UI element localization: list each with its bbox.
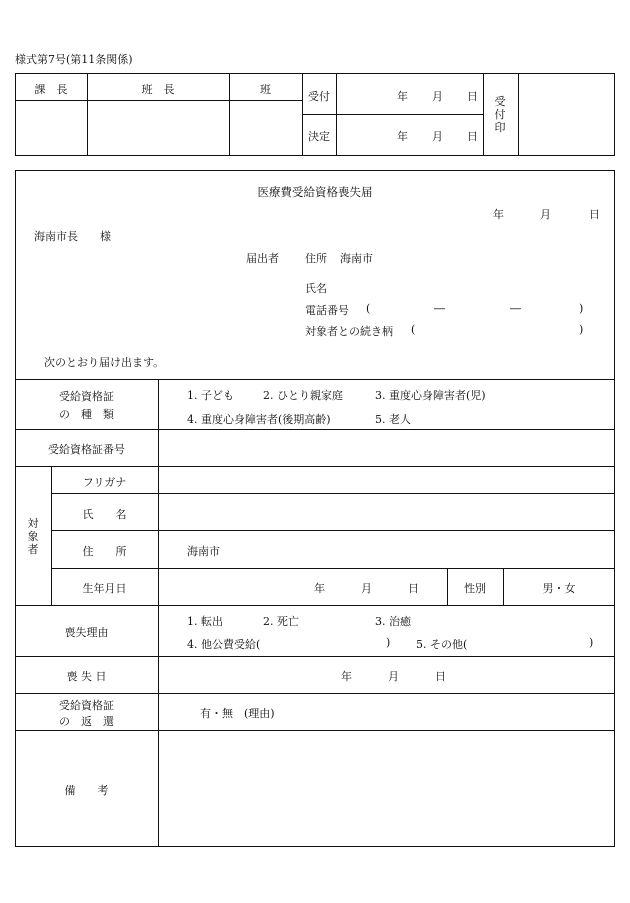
loss-opt-1: 1. 転出 (187, 615, 223, 628)
birth-year: 年 (314, 582, 325, 595)
phone-open-paren: ( (366, 302, 371, 315)
kettei-year: 年 (397, 130, 408, 143)
loss-opt-5-close: ) (589, 636, 594, 649)
subject-address-value: 海南市 (187, 545, 220, 558)
approval-mid-divider (302, 114, 483, 115)
row-divider-5 (51, 568, 615, 569)
applicant-phone-label: 電話番号 (305, 304, 349, 317)
loss-month: 月 (388, 670, 399, 683)
uketsuke-label: 受付 (308, 90, 330, 103)
notice-text: 次のとおり届け出ます。 (44, 356, 165, 369)
cert-opt-3: 3. 重度心身障害者(児) (375, 389, 486, 402)
applicant-address-label: 住所 (305, 252, 327, 265)
cert-opt-5: 5. 老人 (375, 413, 411, 426)
date-day: 日 (589, 208, 600, 221)
applicant-address-value: 海南市 (340, 252, 373, 265)
applicant-relation-label: 対象者との続き柄 (305, 325, 393, 338)
addressee: 海南市長 様 (34, 230, 111, 243)
sex-label: 性別 (464, 582, 486, 595)
row-divider-2 (15, 466, 615, 467)
han-label: 班 (260, 83, 271, 96)
furigana-label: フリガナ (82, 476, 127, 489)
date-month: 月 (540, 208, 551, 221)
applicant-name-label: 氏名 (305, 282, 327, 295)
return-label-1: 受給資格証 (59, 699, 114, 712)
date-year: 年 (493, 208, 504, 221)
phone-dash-1: ― (434, 302, 445, 315)
uketsuke-day: 日 (467, 90, 478, 103)
cert-opt-4: 4. 重度心身障害者(後期高齢) (187, 413, 331, 426)
relation-close-paren: ) (579, 323, 584, 336)
kettei-day: 日 (467, 130, 478, 143)
uketsuke-month: 月 (432, 90, 443, 103)
loss-reason-label: 喪失理由 (64, 626, 109, 639)
row-divider-8 (15, 693, 615, 694)
loss-opt-4-close: ) (386, 636, 391, 649)
kettei-label: 決定 (308, 130, 330, 143)
row-divider-7 (15, 656, 615, 657)
applicant-label: 届出者 (246, 252, 279, 265)
phone-dash-2: ― (510, 302, 521, 315)
form-title: 医療費受給資格喪失届 (257, 185, 373, 199)
form-number: 様式第7号(第11条関係) (15, 53, 133, 66)
row-divider-6 (15, 605, 615, 606)
label-col-divider (158, 379, 159, 847)
sex-value: 男・女 (542, 582, 576, 595)
row-divider-4 (51, 530, 615, 531)
row-divider-9 (15, 730, 615, 731)
cert-opt-1: 1. 子ども (187, 389, 234, 402)
approval-col-divider-4 (336, 73, 337, 156)
loss-year: 年 (341, 670, 352, 683)
uketsuke-year: 年 (397, 90, 408, 103)
cert-type-label-1: 受給資格証 (59, 390, 114, 403)
ka-cho-label: 課 長 (34, 83, 68, 96)
phone-close-paren: ) (579, 302, 584, 315)
cert-opt-2: 2. ひとり親家庭 (263, 389, 343, 402)
return-label-2: の 返 還 (59, 715, 114, 728)
return-value: 有・無 (理由) (200, 707, 275, 720)
subject-address-label: 住 所 (82, 545, 127, 558)
relation-open-paren: ( (411, 323, 416, 336)
loss-opt-2: 2. 死亡 (263, 615, 299, 628)
cert-number-label: 受給資格証番号 (48, 443, 125, 456)
approval-col-divider-6 (518, 73, 519, 156)
loss-day: 日 (435, 670, 446, 683)
approval-header-divider (15, 100, 302, 101)
uketsuke-in-label: 受付印 (494, 95, 506, 134)
loss-opt-3: 3. 治癒 (375, 615, 411, 628)
row-divider-1 (15, 429, 615, 430)
subject-group-label: 対象者 (27, 517, 39, 556)
row-divider-3 (51, 493, 615, 494)
cert-type-label-2: の 種 類 (59, 408, 114, 421)
remarks-label: 備 考 (64, 784, 109, 797)
approval-col-divider-5 (483, 73, 484, 156)
header-divider (15, 379, 615, 380)
loss-opt-4: 4. 他公費受給( (187, 638, 261, 651)
loss-date-label: 喪 失 日 (66, 670, 107, 683)
subject-name-label: 氏 名 (82, 508, 127, 521)
birth-month: 月 (361, 582, 372, 595)
birth-day: 日 (408, 582, 419, 595)
kettei-month: 月 (432, 130, 443, 143)
birthdate-label: 生年月日 (82, 582, 127, 595)
han-cho-label: 班 長 (141, 83, 175, 96)
loss-opt-5: 5. その他( (416, 638, 468, 651)
